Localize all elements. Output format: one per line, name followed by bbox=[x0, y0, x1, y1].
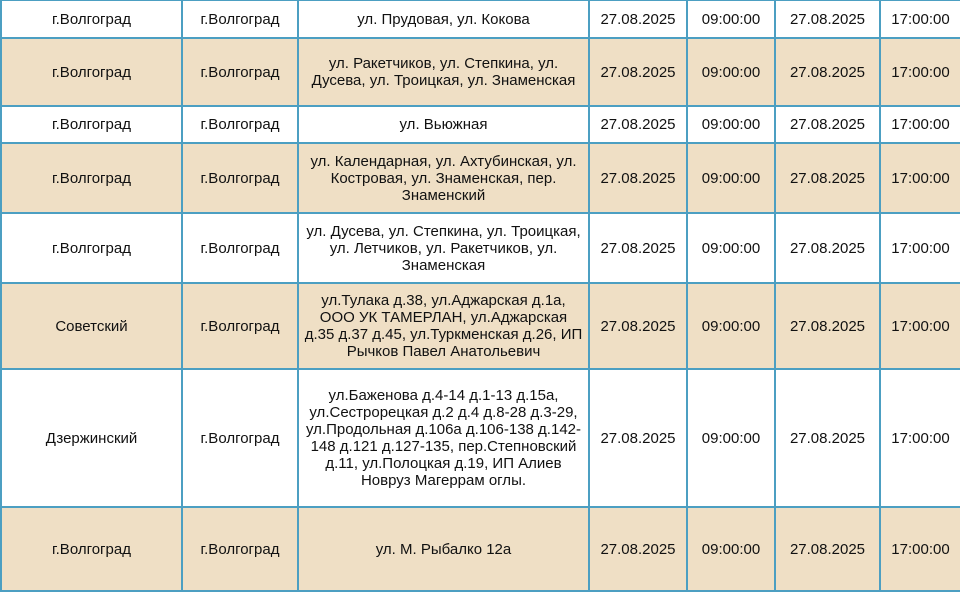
end-time-cell: 17:00:00 bbox=[880, 213, 960, 283]
table-row bbox=[1, 106, 960, 143]
start-time-cell: 09:00:00 bbox=[687, 283, 775, 369]
address-cell: ул. Прудовая, ул. Кокова bbox=[298, 0, 589, 38]
end-time-cell: 17:00:00 bbox=[880, 106, 960, 143]
end-date-cell: 27.08.2025 bbox=[775, 106, 880, 143]
start-time-cell: 09:00:00 bbox=[687, 369, 775, 507]
district-cell: г.Волгоград bbox=[1, 106, 182, 143]
settlement-cell: г.Волгоград bbox=[182, 143, 298, 213]
start-time-cell: 09:00:00 bbox=[687, 213, 775, 283]
end-date-cell: 27.08.2025 bbox=[775, 143, 880, 213]
address-cell: ул. Календарная, ул. Ахтубинская, ул. Костровая, ул. Знаменская, пер. Знаменский bbox=[298, 143, 589, 213]
end-time-cell: 17:00:00 bbox=[880, 283, 960, 369]
start-date-cell: 27.08.2025 bbox=[589, 38, 687, 106]
district-cell: г.Волгоград bbox=[1, 0, 182, 38]
district-cell: г.Волгоград bbox=[1, 143, 182, 213]
start-date-cell: 27.08.2025 bbox=[589, 213, 687, 283]
settlement-cell: г.Волгоград bbox=[182, 369, 298, 507]
district-cell: г.Волгоград bbox=[1, 213, 182, 283]
end-date-cell: 27.08.2025 bbox=[775, 507, 880, 591]
address-cell: ул.Баженова д.4-14 д.1-13 д.15а, ул.Сестрорецкая д.2 д.4 д.8-28 д.3-29, ул.Продольная д.106а д.106-138 д.142-148 д.121 д.127-135, пер.Степновский д.11, ул.Полоцкая д.19, ИП Алиев Новруз Магеррам оглы. bbox=[298, 369, 589, 507]
start-date-cell: 27.08.2025 bbox=[589, 507, 687, 591]
end-time-cell: 17:00:00 bbox=[880, 0, 960, 38]
table-row bbox=[1, 283, 960, 369]
settlement-cell: г.Волгоград bbox=[182, 106, 298, 143]
start-date-cell: 27.08.2025 bbox=[589, 283, 687, 369]
address-cell: ул.Тулака д.38, ул.Аджарская д.1а, ООО УК ТАМЕРЛАН, ул.Аджарская д.35 д.37 д.45, ул.Туркменская д.26, ИП Рычков Павел Анатольевич bbox=[298, 283, 589, 369]
district-cell: г.Волгоград bbox=[1, 507, 182, 591]
table-row bbox=[1, 38, 960, 106]
end-time-cell: 17:00:00 bbox=[880, 38, 960, 106]
settlement-cell: г.Волгоград bbox=[182, 213, 298, 283]
address-cell: ул. Дусева, ул. Степкина, ул. Троицкая, ул. Летчиков, ул. Ракетчиков, ул. Знаменская bbox=[298, 213, 589, 283]
district-cell: г.Волгоград bbox=[1, 38, 182, 106]
start-date-cell: 27.08.2025 bbox=[589, 0, 687, 38]
table-row bbox=[1, 143, 960, 213]
address-cell: ул. Ракетчиков, ул. Степкина, ул. Дусева, ул. Троицкая, ул. Знаменская bbox=[298, 38, 589, 106]
address-cell: ул. М. Рыбалко 12а bbox=[298, 507, 589, 591]
end-date-cell: 27.08.2025 bbox=[775, 369, 880, 507]
settlement-cell: г.Волгоград bbox=[182, 38, 298, 106]
table-row bbox=[1, 507, 960, 591]
start-date-cell: 27.08.2025 bbox=[589, 106, 687, 143]
table-row bbox=[1, 0, 960, 38]
end-date-cell: 27.08.2025 bbox=[775, 213, 880, 283]
start-time-cell: 09:00:00 bbox=[687, 143, 775, 213]
end-time-cell: 17:00:00 bbox=[880, 369, 960, 507]
end-time-cell: 17:00:00 bbox=[880, 143, 960, 213]
end-date-cell: 27.08.2025 bbox=[775, 283, 880, 369]
start-date-cell: 27.08.2025 bbox=[589, 143, 687, 213]
end-date-cell: 27.08.2025 bbox=[775, 0, 880, 38]
start-time-cell: 09:00:00 bbox=[687, 106, 775, 143]
end-time-cell: 17:00:00 bbox=[880, 507, 960, 591]
district-cell: Советский bbox=[1, 283, 182, 369]
start-time-cell: 09:00:00 bbox=[687, 507, 775, 591]
district-cell: Дзержинский bbox=[1, 369, 182, 507]
table-row bbox=[1, 213, 960, 283]
settlement-cell: г.Волгоград bbox=[182, 283, 298, 369]
start-time-cell: 09:00:00 bbox=[687, 38, 775, 106]
settlement-cell: г.Волгоград bbox=[182, 507, 298, 591]
start-time-cell: 09:00:00 bbox=[687, 0, 775, 38]
address-cell: ул. Вьюжная bbox=[298, 106, 589, 143]
table-row bbox=[1, 369, 960, 507]
start-date-cell: 27.08.2025 bbox=[589, 369, 687, 507]
end-date-cell: 27.08.2025 bbox=[775, 38, 880, 106]
settlement-cell: г.Волгоград bbox=[182, 0, 298, 38]
